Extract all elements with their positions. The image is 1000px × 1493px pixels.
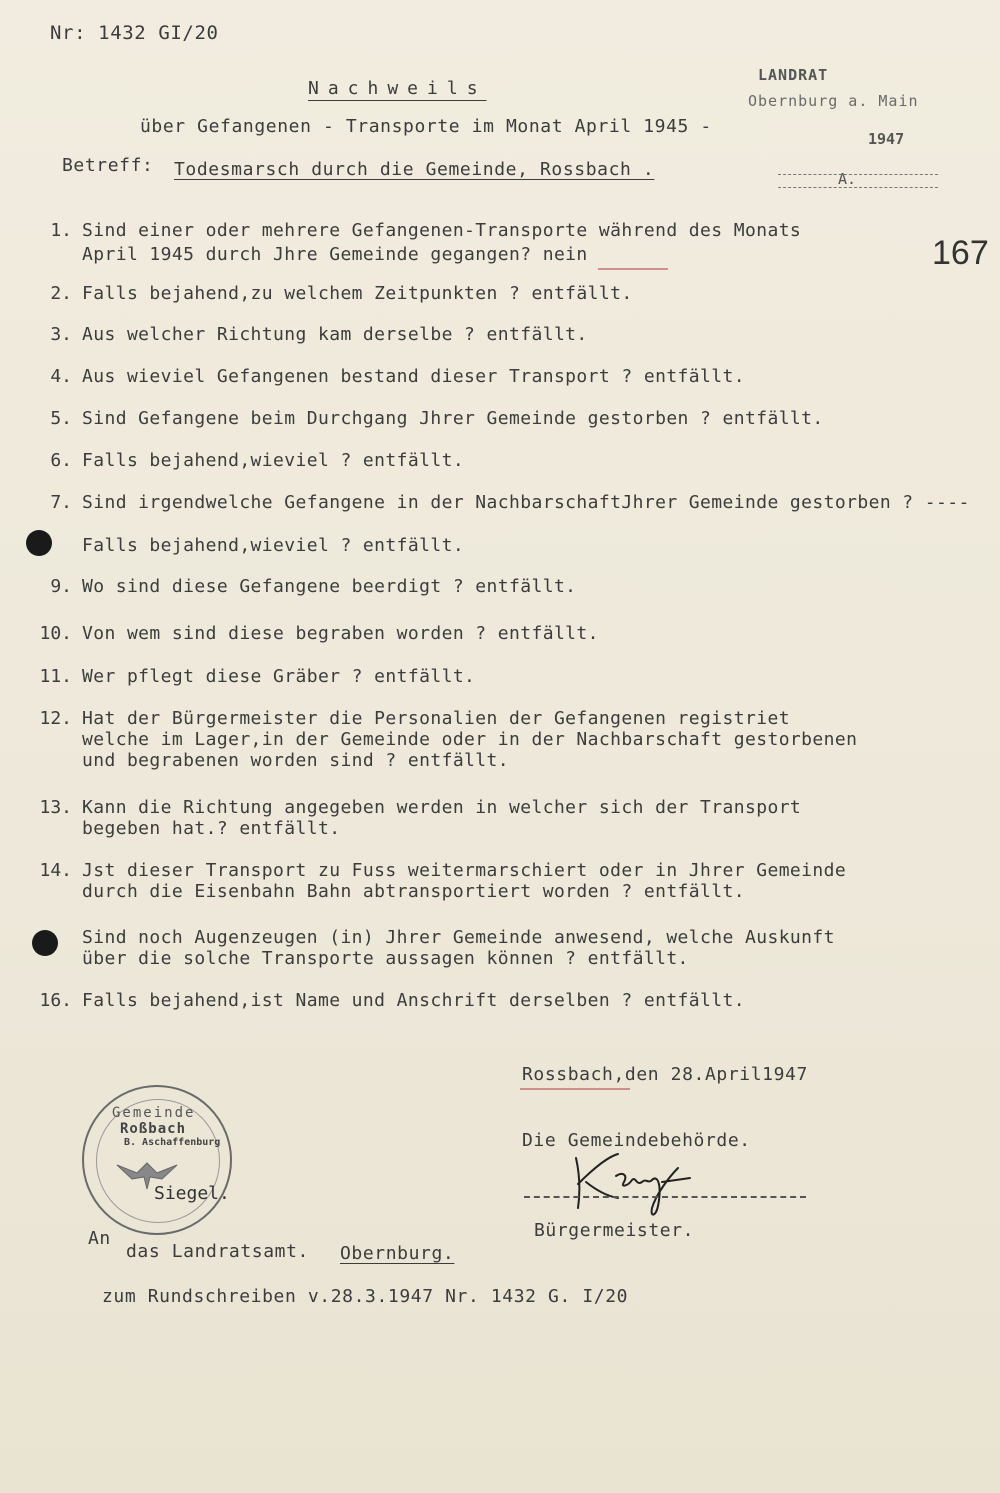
doc-number: Nr: 1432 GI/20 [50, 22, 219, 44]
question-item [82, 708, 857, 771]
address-recipient: das Landratsamt. [126, 1241, 309, 1262]
question-line: Falls bejahend,wieviel ? entfällt. [82, 535, 465, 556]
reference-line: zum Rundschreiben v.28.3.1947 Nr. 1432 G. I/20 [102, 1286, 629, 1307]
question-line: Jst dieser Transport zu Fuss weitermarschiert oder in Jhrer Gemeinde [82, 860, 847, 881]
seal-line-2: Roßbach [120, 1121, 187, 1137]
question-number [32, 535, 72, 557]
question-line: Wo sind diese Gefangene beerdigt ? entfällt. [82, 576, 577, 597]
question-line: Sind Gefangene beim Durchgang Jhrer Gemeinde gestorben ? entfällt. [82, 408, 824, 429]
stamp-line-1: LANDRAT [758, 66, 829, 84]
question-line: Wer pflegt diese Gräber ? entfällt. [82, 666, 476, 687]
question-item [82, 860, 846, 902]
question-number: 3. [50, 324, 72, 345]
question-item [82, 666, 475, 687]
place-date: Rossbach,den 28.April1947 [522, 1064, 808, 1085]
question-line: Falls bejahend,wieviel ? entfällt. [82, 450, 465, 471]
question-item [82, 797, 801, 839]
question-number: 13. [39, 797, 72, 818]
question-number: 7. [50, 492, 72, 513]
question-item [82, 220, 801, 265]
question-line: Kann die Richtung angegeben werden in welcher sich der Transport [82, 797, 802, 818]
question-line: Aus welcher Richtung kam derselbe ? entfällt. [82, 324, 588, 345]
question-item [82, 623, 599, 644]
question-line: Sind noch Augenzeugen (in) Jhrer Gemeinde anwesend, welche Auskunft [82, 927, 835, 948]
question-number: 11. [39, 666, 72, 687]
question-line: Sind einer oder mehrere Gefangenen-Transporte während des Monats [82, 220, 802, 241]
question-line: Von wem sind diese begraben worden ? entfällt. [82, 623, 599, 644]
doc-title: Nachweils [308, 78, 487, 99]
question-number: 4. [50, 366, 72, 387]
question-line: und begrabenen worden sind ? entfällt. [82, 750, 510, 771]
question-number: 2. [50, 283, 72, 304]
stamp-line-3: 1947 [868, 130, 905, 148]
doc-subtitle: über Gefangenen - Transporte im Monat April 1945 - [140, 116, 712, 137]
question-item [82, 535, 464, 556]
red-pencil-mark [520, 1088, 630, 1090]
address-place: Obernburg. [340, 1243, 455, 1264]
question-number [32, 927, 72, 949]
landrat-stamp [748, 62, 943, 192]
question-line: Falls bejahend,ist Name und Anschrift derselben ? entfällt. [82, 990, 745, 1011]
seal-line-3: B. Aschaffenburg [124, 1137, 221, 1148]
red-pencil-mark [598, 268, 668, 270]
question-item [82, 324, 588, 345]
question-line: begeben hat.? entfällt. [82, 818, 341, 839]
stamp-divider [778, 187, 938, 188]
question-line: Falls bejahend,zu welchem Zeitpunkten ? entfällt. [82, 283, 633, 304]
question-number: 5. [50, 408, 72, 429]
municipal-seal [82, 1085, 232, 1235]
question-number: 1. [50, 220, 72, 241]
question-item [82, 408, 824, 429]
question-number: 6. [50, 450, 72, 471]
signature-line [524, 1196, 806, 1198]
question-item [82, 283, 633, 304]
page-number: 167 [932, 234, 989, 272]
question-line: über die solche Transporte aussagen können ? entfällt. [82, 948, 689, 969]
question-item [82, 492, 970, 513]
question-number: 16. [39, 990, 72, 1011]
address-an: An [88, 1228, 111, 1249]
question-number: 12. [39, 708, 72, 729]
question-number: 10. [39, 623, 72, 644]
signer-role: Bürgermeister. [534, 1220, 695, 1241]
signature-icon [566, 1146, 696, 1226]
question-number: 9. [50, 576, 72, 597]
question-line: durch die Eisenbahn Bahn abtransportiert worden ? entfällt. [82, 881, 745, 902]
question-line: welche im Lager,in der Gemeinde oder in der Nachbarschaft gestorbenen [82, 729, 858, 750]
question-line: Sind irgendwelche Gefangene in der NachbarschaftJhrer Gemeinde gestorben ? ---- [82, 492, 970, 513]
seal-line-4: Siegel. [154, 1183, 230, 1204]
stamp-divider [778, 174, 938, 175]
question-item [82, 576, 576, 597]
question-number: 14. [39, 860, 72, 881]
question-item [82, 990, 745, 1011]
authority: Die Gemeindebehörde. [522, 1130, 751, 1151]
question-item [82, 450, 464, 471]
seal-line-1: Gemeinde [112, 1105, 196, 1121]
question-item [82, 927, 835, 969]
question-line: Aus wieviel Gefangenen bestand dieser Transport ? entfällt. [82, 366, 745, 387]
question-line: April 1945 durch Jhre Gemeinde gegangen? nein [82, 244, 588, 265]
subject-label: Betreff: [62, 155, 154, 176]
subject-text: Todesmarsch durch die Gemeinde, Rossbach . [174, 159, 655, 180]
question-line: Hat der Bürgermeister die Personalien der Gefangenen registriet [82, 708, 790, 729]
stamp-line-2: Obernburg a. Main [748, 92, 919, 110]
stamp-line-4: A. [838, 170, 857, 188]
question-item [82, 366, 745, 387]
